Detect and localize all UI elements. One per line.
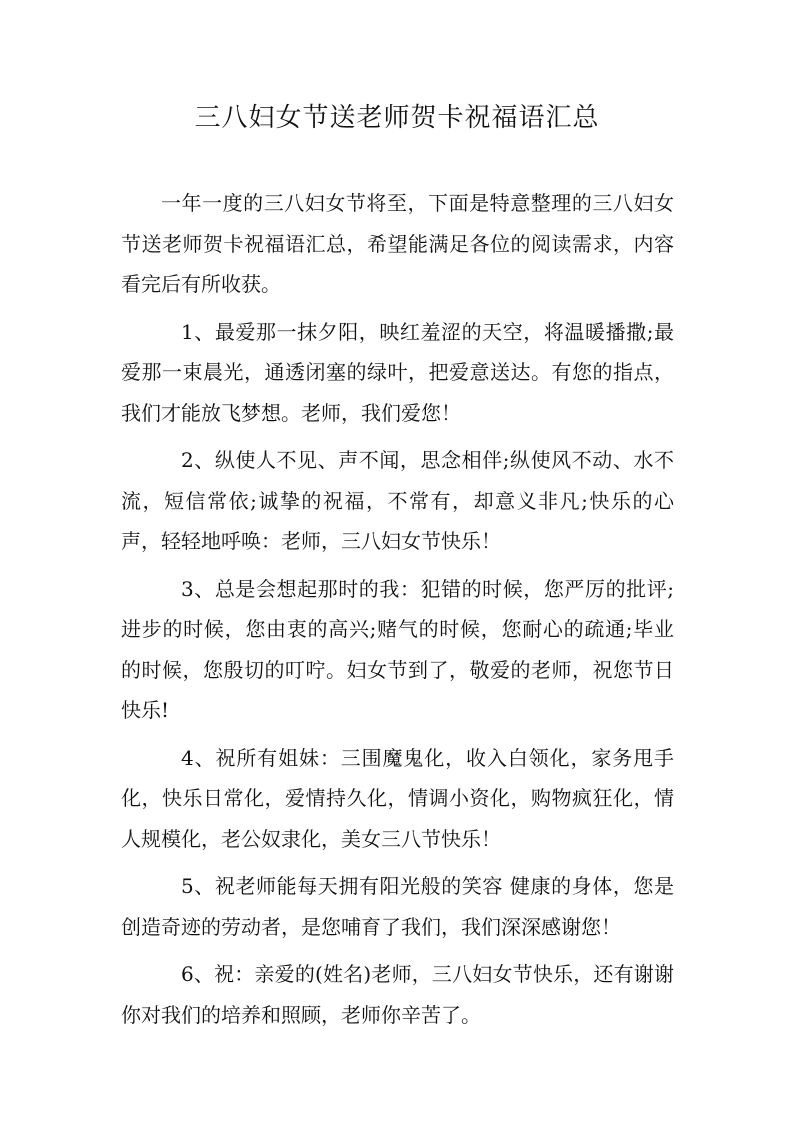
wish-item-1: 1、最爱那一抹夕阳，映红羞涩的天空，将温暖播撒;最爱那一束晨光，通透闭塞的绿叶，把爱意送达。有您的指点，我们才能放飞梦想。老师，我们爱您！ [121,319,674,425]
wish-item-2: 2、纵使人不见、声不闻，思念相伴;纵使风不动、水不流，短信常依;诚挚的祝福，不常有，却意义非凡;快乐的心声，轻轻地呼唤：老师，三八妇女节快乐！ [121,448,674,553]
intro-paragraph: 一年一度的三八妇女节将至，下面是特意整理的三八妇女节送老师贺卡祝福语汇总，希望能满足各位的阅读需求，内容看完后有所收获。 [121,191,674,296]
document-body [121,183,674,1042]
document-title: 三八妇女节送老师贺卡祝福语汇总 [194,103,600,133]
wish-item-5: 5、祝老师能每天拥有阳光般的笑容 健康的身体，您是创造奇迹的劳动者，是您哺育了我们，我们深深感谢您！ [121,874,674,939]
wish-item-4: 4、祝所有姐妹：三围魔鬼化，收入白领化，家务甩手化，快乐日常化，爱情持久化，情调小资化，购物疯狂化，情人规模化，老公奴隶化，美女三八节快乐！ [121,745,674,851]
wish-item-6: 6、祝：亲爱的(姓名)老师，三八妇女节快乐，还有谢谢你对我们的培养和照顾，老师你辛苦了。 [121,962,674,1027]
wish-item-3: 3、总是会想起那时的我：犯错的时候，您严厉的批评;进步的时候，您由衷的高兴;赌气的时候，您耐心的疏通;毕业的时候，您殷切的叮咛。妇女节到了，敬爱的老师，祝您节日快乐! [121,576,674,722]
